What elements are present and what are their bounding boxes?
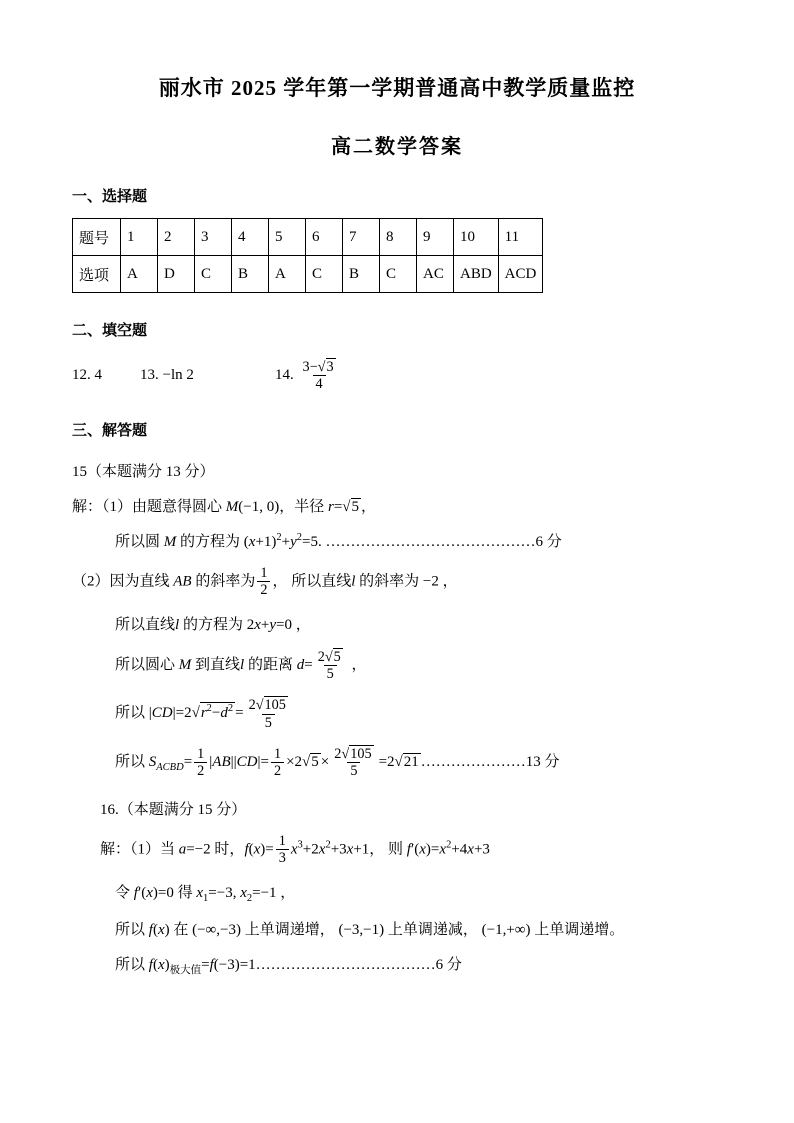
answer-cell-q4: B <box>232 256 269 293</box>
choice-answer-table <box>72 218 543 293</box>
choice-header-row <box>73 219 543 256</box>
answer-cell-q3: C <box>195 256 232 293</box>
header-cell-label: 题号 <box>73 219 121 256</box>
section-heading-choice: 一、选择题 <box>72 188 148 205</box>
section-heading-blanks: 二、填空题 <box>72 322 148 339</box>
answer-cell-q9: AC <box>417 256 454 293</box>
header-cell-q2: 2 <box>158 219 195 256</box>
answer-cell-label: 选项 <box>73 256 121 293</box>
answer-cell-q2: D <box>158 256 195 293</box>
header-cell-q8: 8 <box>380 219 417 256</box>
answer-cell-q10: ABD <box>454 256 499 293</box>
header-cell-q6: 6 <box>306 219 343 256</box>
choice-answer-row <box>73 256 543 293</box>
q15-solution-line-1: 解：（1）由题意得圆心 M(−1, 0)，半径 r=√5 ， <box>72 498 377 515</box>
q15-solution-line-4: 所以直线l 的方程为 2x+y=0 ， <box>115 616 311 633</box>
header-cell-q9: 9 <box>417 219 454 256</box>
q15-solution-line-3: （2）因为直线 AB 的斜率为 $\frac{1}{2}$ ， 所以直线l 的斜率为 −2 ， <box>72 564 458 599</box>
header-cell-q11: 11 <box>498 219 543 256</box>
answer-cell-q6: C <box>306 256 343 293</box>
question-15-title: 15（本题满分 13 分） <box>72 463 215 480</box>
document-subtitle: 高二数学答案 <box>331 136 463 158</box>
q15-solution-line-6: 所以 $|CD|=2√r^2-d^2$ = $\frac{2√105}{5}$ <box>115 697 286 731</box>
q16-solution-line-4: 所以 $f(x)_{极大值}=f(-3)=1\dots\dots\dots\dots\dots\dots\dots\dots\dots\dots\dots\dots 6$ 分 <box>115 956 462 976</box>
fill-blank-answers <box>72 358 722 393</box>
question-16-title: 16.（本题满分 15 分） <box>100 801 247 818</box>
header-cell-q4: 4 <box>232 219 269 256</box>
section-heading-solutions: 三、解答题 <box>72 421 148 439</box>
answer-cell-q8: C <box>380 256 417 293</box>
header-cell-q3: 3 <box>195 219 232 256</box>
answer-cell-q5: A <box>269 256 306 293</box>
q15-solution-line-7: 所以 $S_{ACBD}=$ $\frac{1}{2}$ |AB||CD|= $\frac{1}{2}$ ×2√5 × $\frac{2√105}{5}$ =2√21 …………………13 分 <box>115 745 560 780</box>
q16-solution-line-1: 解：（1）当 a=−2 时，f(x)= $\frac{1}{3}$ $x^3+2x^2+3x+1$， 则 $f'(x)=x^2+4x+3$ <box>100 832 490 867</box>
answer-cell-q11: ACD <box>498 256 543 293</box>
header-cell-q1: 1 <box>121 219 158 256</box>
q15-solution-line-2: 所以圆 M 的方程为 $(x+1)^2+y^2=5$. ……………………………………6 分 <box>115 531 562 550</box>
blank-answer-14: 14. $\frac{3-√3}{4}$ <box>275 359 334 393</box>
answer-cell-q7: B <box>343 256 380 293</box>
header-cell-q7: 7 <box>343 219 380 256</box>
q15-solution-line-5: 所以圆心 M 到直线l 的距离 d= $\frac{2√5}{5}$ ， <box>115 648 367 682</box>
q16-solution-line-3: 所以 f(x) 在 (−∞,−3) 上单调递增， (−3,−1) 上单调递减， (−1,+∞) 上单调递增。 <box>115 921 625 938</box>
header-cell-q10: 10 <box>454 219 499 256</box>
blank-answer-13: 13. −ln 2 <box>140 366 194 383</box>
q16-solution-line-2: 令 f′(x)=0 得 $x_1=-3$, $x_2=-1$ ， <box>115 884 296 904</box>
header-cell-q5: 5 <box>269 219 306 256</box>
answer-cell-q1: A <box>121 256 158 293</box>
blank-answer-12: 12. 4 <box>72 366 102 383</box>
document-title: 丽水市 2025 学年第一学期普通高中教学质量监控 <box>158 76 636 100</box>
